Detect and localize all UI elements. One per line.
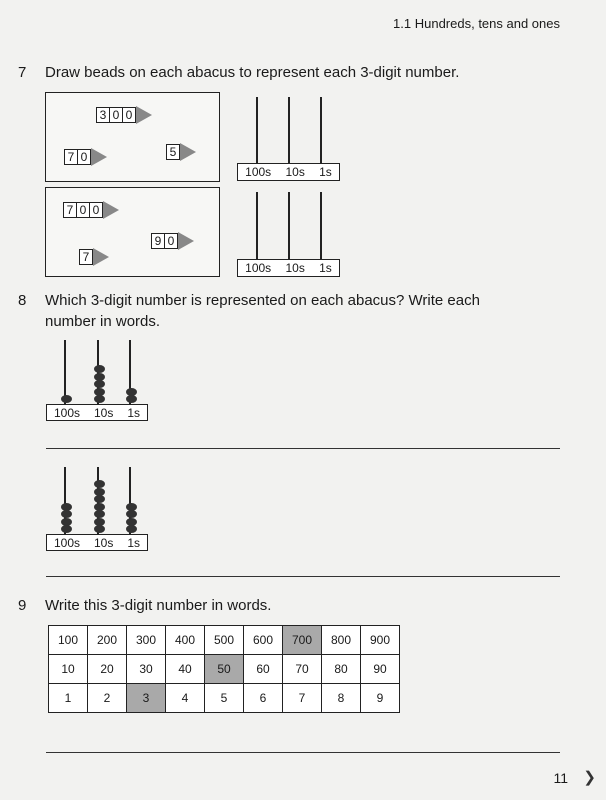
q8-answer-line-1[interactable] [46, 448, 560, 449]
abacus-bead-tens [94, 395, 105, 403]
card-digit: 0 [89, 202, 103, 218]
abacus-bead-tens [94, 495, 105, 503]
abacus-bead-hundreds [61, 518, 72, 526]
abacus-rod-tens [288, 192, 290, 259]
abacus-rod-hundreds [256, 97, 258, 163]
card-digit: 0 [164, 233, 178, 249]
abacus-bead-hundreds [61, 525, 72, 533]
abacus-bead-ones [126, 395, 137, 403]
abacus-bead-tens [94, 518, 105, 526]
abacus-bead-hundreds [61, 510, 72, 518]
abacus-bead-ones [126, 503, 137, 511]
q7-number: 7 [18, 64, 27, 81]
abacus-bead-tens [94, 488, 105, 496]
grid-cell: 100 [49, 626, 88, 655]
grid-cell: 6 [244, 684, 283, 713]
q7-panel-1 [45, 92, 220, 182]
place-card-tens [64, 148, 107, 166]
grid-cell: 400 [166, 626, 205, 655]
base-label-hundreds: 100s [53, 535, 81, 550]
card-digit: 0 [122, 107, 136, 123]
grid-cell: 20 [88, 655, 127, 684]
card-digit: 5 [166, 144, 180, 160]
abacus-bead-tens [94, 510, 105, 518]
card-tab [91, 148, 107, 166]
card-digit: 7 [63, 202, 77, 218]
place-card-ones [79, 248, 109, 266]
q9-number: 9 [18, 597, 27, 614]
card-digit: 9 [151, 233, 165, 249]
grid-row-hundreds [49, 626, 400, 655]
card-tab [180, 143, 196, 161]
card-tab [178, 232, 194, 250]
grid-row-tens [49, 655, 400, 684]
abacus-bead-tens [94, 365, 105, 373]
grid-cell: 900 [361, 626, 400, 655]
abacus-base [237, 163, 340, 181]
grid-cell: 1 [49, 684, 88, 713]
base-label-hundreds: 100s [53, 405, 81, 420]
base-label-tens: 10s [93, 535, 114, 550]
card-tab [93, 248, 109, 266]
grid-cell: 70 [283, 655, 322, 684]
place-card-tens [151, 232, 194, 250]
q8-number: 8 [18, 292, 27, 309]
card-digit: 0 [109, 107, 123, 123]
grid-cell: 50 [205, 655, 244, 684]
grid-row-ones [49, 684, 400, 713]
page-number: 11 [553, 770, 568, 786]
card-digit: 0 [76, 202, 90, 218]
base-label-ones: 1s [319, 165, 332, 179]
q8-answer-line-2[interactable] [46, 576, 560, 577]
base-label-ones: 1s [319, 261, 332, 275]
grid-cell: 2 [88, 684, 127, 713]
card-digit: 7 [79, 249, 93, 265]
grid-cell: 4 [166, 684, 205, 713]
place-card-hundreds [63, 201, 119, 219]
grid-cell: 9 [361, 684, 400, 713]
grid-cell: 300 [127, 626, 166, 655]
abacus-rod-tens [288, 97, 290, 163]
base-label-tens: 10s [93, 405, 114, 420]
abacus-bead-hundreds [61, 395, 72, 403]
q7-panel-2 [45, 187, 220, 277]
place-card-ones [166, 143, 196, 161]
grid-cell: 800 [322, 626, 361, 655]
abacus-base [46, 534, 148, 551]
base-label-tens: 10s [285, 165, 305, 179]
grid-cell: 40 [166, 655, 205, 684]
abacus-rod-ones [320, 97, 322, 163]
card-tab [136, 106, 152, 124]
grid-cell: 90 [361, 655, 400, 684]
place-card-hundreds [96, 106, 152, 124]
base-label-hundreds: 100s [245, 261, 272, 275]
grid-cell: 600 [244, 626, 283, 655]
grid-cell: 10 [49, 655, 88, 684]
chevron-right-icon[interactable]: ❯ [583, 769, 596, 786]
card-tab [103, 201, 119, 219]
base-label-ones: 1s [127, 405, 140, 420]
abacus-bead-hundreds [61, 503, 72, 511]
grid-cell: 200 [88, 626, 127, 655]
card-digit: 0 [77, 149, 91, 165]
base-label-ones: 1s [127, 535, 140, 550]
grid-cell: 3 [127, 684, 166, 713]
grid-cell: 500 [205, 626, 244, 655]
q9-answer-line[interactable] [46, 752, 560, 753]
grid-cell: 5 [205, 684, 244, 713]
abacus-rod-hundreds [256, 192, 258, 259]
abacus-bead-ones [126, 388, 137, 396]
abacus-bead-tens [94, 480, 105, 488]
abacus-bead-ones [126, 510, 137, 518]
section-header: 1.1 Hundreds, tens and ones [393, 16, 560, 31]
grid-cell: 7 [283, 684, 322, 713]
card-digit: 3 [96, 107, 110, 123]
abacus-bead-tens [94, 503, 105, 511]
q9-text: Write this 3-digit number in words. [45, 597, 272, 614]
base-label-hundreds: 100s [245, 165, 272, 179]
q8-text-line-1: Which 3-digit number is represented on each abacus? Write each [45, 292, 480, 309]
q8-text-line-2: number in words. [45, 313, 161, 330]
grid-cell: 60 [244, 655, 283, 684]
abacus-bead-ones [126, 525, 137, 533]
abacus-bead-ones [126, 518, 137, 526]
place-value-grid [48, 625, 400, 713]
base-label-tens: 10s [285, 261, 305, 275]
grid-cell: 700 [283, 626, 322, 655]
card-digit: 7 [64, 149, 78, 165]
abacus-rod-ones [320, 192, 322, 259]
abacus-bead-tens [94, 525, 105, 533]
grid-cell: 8 [322, 684, 361, 713]
abacus-base [46, 404, 148, 421]
q7-text: Draw beads on each abacus to represent each 3-digit number. [45, 64, 460, 81]
abacus-bead-tens [94, 380, 105, 388]
abacus-base [237, 259, 340, 277]
abacus-bead-tens [94, 373, 105, 381]
abacus-bead-tens [94, 388, 105, 396]
grid-cell: 30 [127, 655, 166, 684]
grid-cell: 80 [322, 655, 361, 684]
